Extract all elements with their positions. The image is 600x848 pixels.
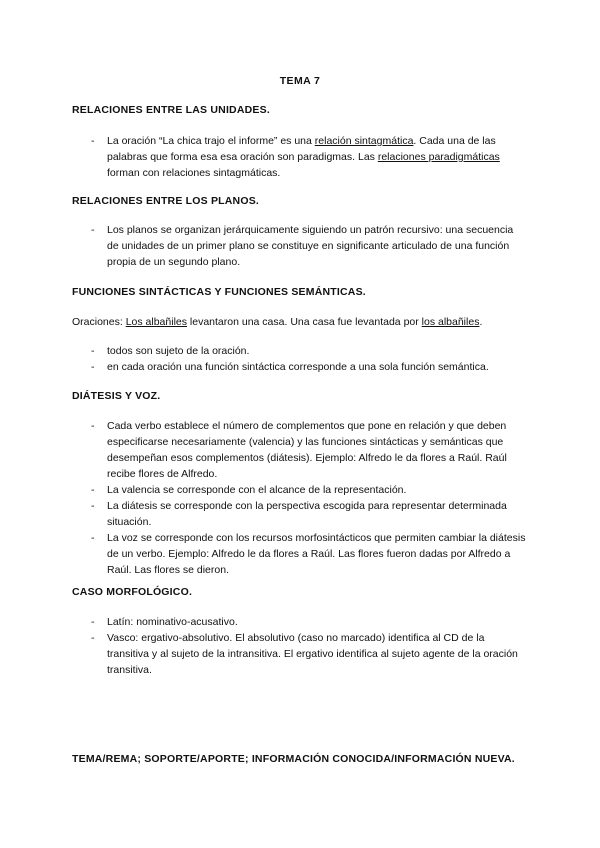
bullet-dash: - <box>91 224 95 236</box>
section-heading-tema-rema: TEMA/REMA; SOPORTE/APORTE; INFORMACIÓN CONOCIDA/INFORMACIÓN NUEVA. <box>72 753 515 765</box>
bullet-dash: - <box>91 484 95 496</box>
item-text: La diátesis se corresponde con la perspectiva escogida para representar determinada situación. <box>107 500 507 528</box>
section-heading-relaciones-planos: RELACIONES ENTRE LOS PLANOS. <box>72 195 260 207</box>
list-item <box>0 359 527 375</box>
list-item <box>0 343 527 359</box>
paragraph-text: Oraciones: <box>72 316 126 328</box>
bullet-dash: - <box>91 616 95 628</box>
bullet-dash: - <box>91 345 95 357</box>
section-heading-relaciones-unidades: RELACIONES ENTRE LAS UNIDADES. <box>72 104 270 116</box>
bullet-dash: - <box>91 420 95 432</box>
list-item <box>0 418 527 482</box>
underlined-term: los albañiles <box>421 316 480 328</box>
list-item <box>0 630 527 678</box>
list-relaciones-planos <box>0 222 600 270</box>
underlined-term: relación sintagmática <box>314 135 414 147</box>
bullet-dash: - <box>91 361 95 373</box>
list-funciones <box>0 343 600 375</box>
section-heading-diatesis-voz: DIÁTESIS Y VOZ. <box>72 390 161 402</box>
page-title: TEMA 7 <box>279 75 321 87</box>
item-text: La valencia se corresponde con el alcance de la representación. <box>107 484 407 496</box>
item-text: . Cada una de las palabras que forma esa esa oración son paradigmas. Las <box>107 135 496 163</box>
section-heading-caso-morfologico: CASO MORFOLÓGICO. <box>72 586 193 598</box>
list-caso-morfologico <box>0 614 600 678</box>
list-relaciones-unidades <box>0 133 600 181</box>
item-text: Los planos se organizan jerárquicamente siguiendo un patrón recursivo: una secuencia de unidades de un primer plano se constituye en significante articulado de una función propia de un segundo plano. <box>107 224 514 268</box>
bullet-dash: - <box>91 500 95 512</box>
section-heading-funciones: FUNCIONES SINTÁCTICAS Y FUNCIONES SEMÁNTICAS. <box>72 286 366 298</box>
examples-paragraph <box>72 314 532 330</box>
bullet-dash: - <box>91 632 95 644</box>
item-text: La oración “La chica trajo el informe” es una <box>107 135 315 147</box>
item-text: en cada oración una función sintáctica corresponde a una sola función semántica. <box>107 361 489 373</box>
item-text: Latín: nominativo-acusativo. <box>107 616 238 628</box>
item-text: Vasco: ergativo-absolutivo. El absolutivo (caso no marcado) identifica al CD de la transitiva y al sujeto de la intransitiva. El ergativo identifica al sujeto agente de la oración transitiva. <box>107 632 518 676</box>
paragraph-text: levantaron una casa. Una casa fue levantada por <box>187 316 422 328</box>
bullet-dash: - <box>91 532 95 544</box>
underlined-term: relaciones paradigmáticas <box>377 151 500 163</box>
list-item <box>0 133 527 181</box>
item-text: todos son sujeto de la oración. <box>107 345 250 357</box>
item-text: Cada verbo establece el número de complementos que pone en relación y que deben especificarse necesariamente (valencia) y las funciones sintácticas y semánticas que desempeñan esos complementos (diátesis). Ejemplo: Alfredo le da flores a Raúl. Raúl recibe flores de Alfredo. <box>107 420 507 480</box>
item-text: La voz se corresponde con los recursos morfosintácticos que permiten cambiar la diátesis de un verbo. Ejemplo: Alfredo le da flores a Raúl. Las flores fueron dadas por Alfredo a Raúl. Las flores se dieron. <box>107 532 526 576</box>
list-item <box>0 222 527 270</box>
paragraph-text: . <box>479 316 483 328</box>
item-text: forman con relaciones sintagmáticas. <box>107 167 281 179</box>
underlined-term: Los albañiles <box>125 316 187 328</box>
list-item <box>0 530 527 578</box>
list-item <box>0 482 527 498</box>
list-item <box>0 614 527 630</box>
bullet-dash: - <box>91 135 95 147</box>
list-item <box>0 498 527 530</box>
list-diatesis-voz <box>0 418 600 578</box>
